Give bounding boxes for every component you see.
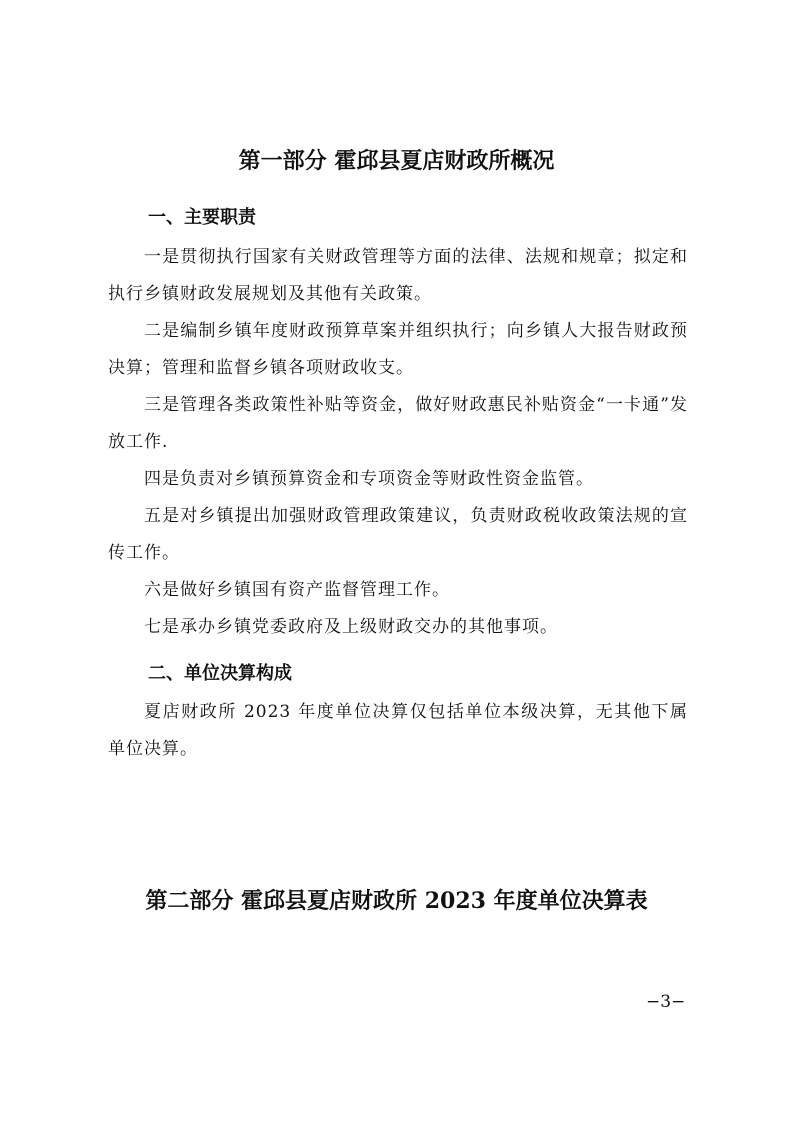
duty-paragraph-4: 四是负责对乡镇预算资金和专项资金等财政性资金监管。 (144, 469, 594, 489)
part2-title: 第二部分 霍邱县夏店财政所 2023 年度单位决算表 (145, 888, 648, 914)
duty-paragraph-7: 七是承办乡镇党委政府及上级财政交办的其他事项。 (144, 617, 558, 637)
section-heading-main-duties: 一、主要职责 (148, 207, 256, 228)
part1-title: 第一部分 霍邱县夏店财政所概况 (238, 148, 555, 174)
section-heading-unit-composition: 二、单位决算构成 (148, 663, 292, 684)
page-number: −3− (646, 992, 686, 1012)
composition-paragraph: 夏店财政所 2023 年度单位决算仅包括单位本级决算，无其他下属单位决算。 (108, 702, 688, 759)
duty-paragraph-3: 三是管理各类政策性补贴等资金，做好财政惠民补贴资金“一卡通”发放工作. (108, 395, 688, 452)
duty-paragraph-1: 一是贯彻执行国家有关财政管理等方面的法律、法规和规章；拟定和执行乡镇财政发展规划及其他有关政策。 (108, 247, 688, 304)
duty-paragraph-5: 五是对乡镇提出加强财政管理政策建议，负责财政税收政策法规的宣传工作。 (108, 506, 688, 563)
duty-paragraph-6: 六是做好乡镇国有资产监督管理工作。 (144, 580, 450, 600)
duty-paragraph-2: 二是编制乡镇年度财政预算草案并组织执行；向乡镇人大报告财政预决算；管理和监督乡镇各项财政收支。 (108, 321, 688, 378)
